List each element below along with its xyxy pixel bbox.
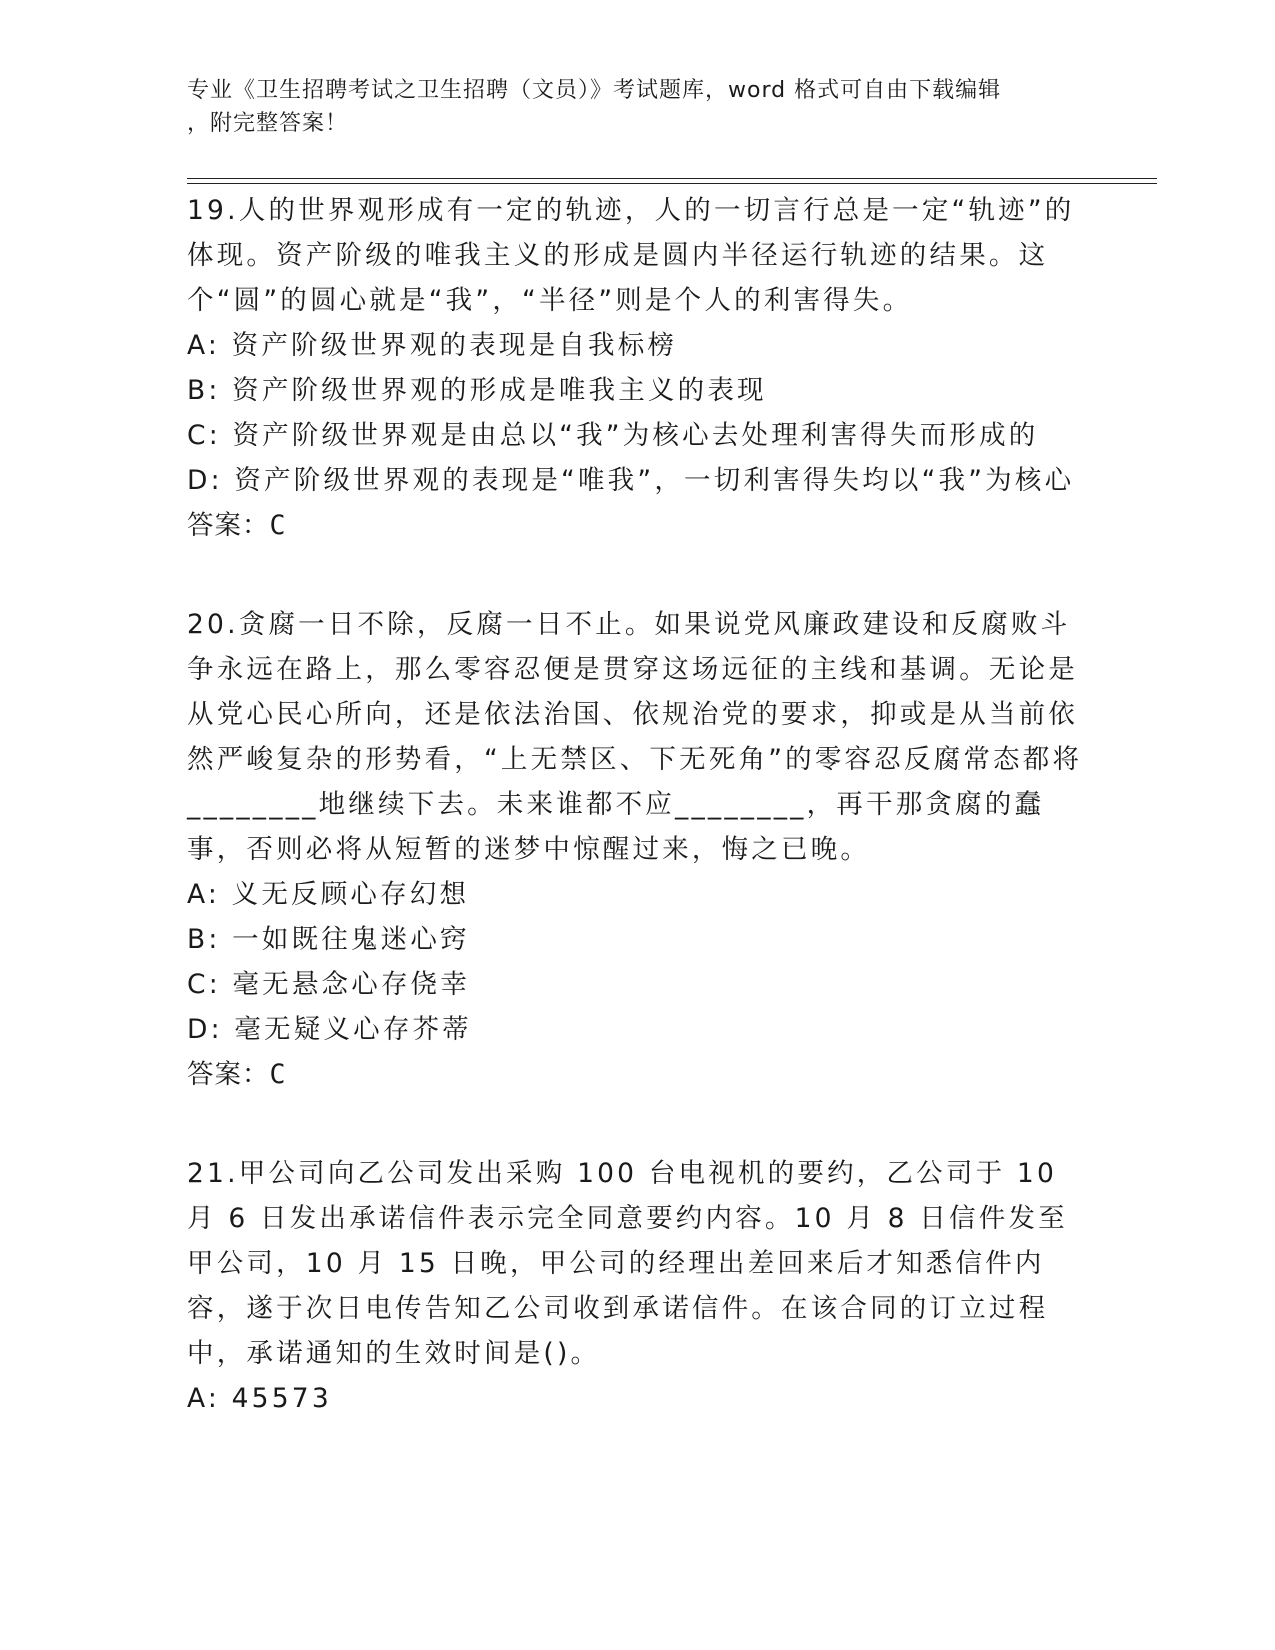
option-list bbox=[187, 1376, 1087, 1421]
question-stem: 19.人的世界观形成有一定的轨迹，人的一切言行总是一定“轨迹”的体现。资产阶级的唯我主义的形成是圆内半径运行轨迹的结果。这个“圆”的圆心就是“我”，“半径”则是个人的利害得失。 bbox=[187, 195, 1075, 316]
answer-label: 答案： bbox=[187, 510, 270, 541]
header-divider-bottom bbox=[187, 183, 1157, 184]
question-stem: 21.甲公司向乙公司发出采购 100 台电视机的要约，乙公司于 10 月 6 日发出承诺信件表示完全同意要约内容。10 月 8 日信件发至甲公司，10 月 15 日晚，甲公司的经理出差回来后才知悉信件内容，遂于次日电传告知乙公司收到承诺信件。在该合同的订立过程中，承诺通知的生效时间是()。 bbox=[187, 1158, 1069, 1369]
question-20 bbox=[187, 602, 1087, 1097]
option-c: C: 资产阶级世界观是由总以“我”为核心去处理利害得失而形成的 bbox=[187, 420, 1039, 451]
header-line-1: 专业《卫生招聘考试之卫生招聘（文员）》考试题库，word 格式可自由下载编辑 bbox=[187, 78, 1002, 103]
option-c: C: 毫无悬念心存侥幸 bbox=[187, 969, 471, 1000]
option-a: A: 义无反顾心存幻想 bbox=[187, 879, 470, 910]
option-list bbox=[187, 872, 1087, 1052]
question-list bbox=[187, 188, 1087, 1475]
document-header bbox=[187, 74, 1087, 140]
option-a: A: 资产阶级世界观的表现是自我标榜 bbox=[187, 330, 678, 361]
answer-value: C bbox=[269, 510, 287, 541]
option-b: B: 一如既往鬼迷心窍 bbox=[187, 924, 470, 955]
answer-value: C bbox=[269, 1059, 287, 1090]
header-line-2: ，附完整答案！ bbox=[187, 111, 349, 136]
question-21 bbox=[187, 1151, 1087, 1421]
option-b: B: 资产阶级世界观的形成是唯我主义的表现 bbox=[187, 375, 767, 406]
answer-line bbox=[187, 1052, 1087, 1097]
option-d: D: 资产阶级世界观的表现是“唯我”，一切利害得失均以“我”为核心 bbox=[187, 465, 1075, 496]
answer-line bbox=[187, 503, 1087, 548]
header-divider-top bbox=[187, 178, 1157, 179]
answer-label: 答案： bbox=[187, 1059, 270, 1090]
option-d: D: 毫无疑义心存芥蒂 bbox=[187, 1014, 472, 1045]
question-19 bbox=[187, 188, 1087, 548]
option-a: A: 45573 bbox=[187, 1383, 332, 1414]
option-list bbox=[187, 323, 1087, 503]
question-stem: 20.贪腐一日不除，反腐一日不止。如果说党风廉政建设和反腐败斗争永远在路上，那么零容忍便是贯穿这场远征的主线和基调。无论是从党心民心所向，还是依法治国、依规治党的要求，抑或是从当前依然严峻复杂的形势看，“上无禁区、下无死角”的零容忍反腐常态都将________地继续下去。未来谁都不应________，再干那贪腐的蠢事，否则必将从短暂的迷梦中惊醒过来，悔之已晚。 bbox=[187, 609, 1083, 865]
